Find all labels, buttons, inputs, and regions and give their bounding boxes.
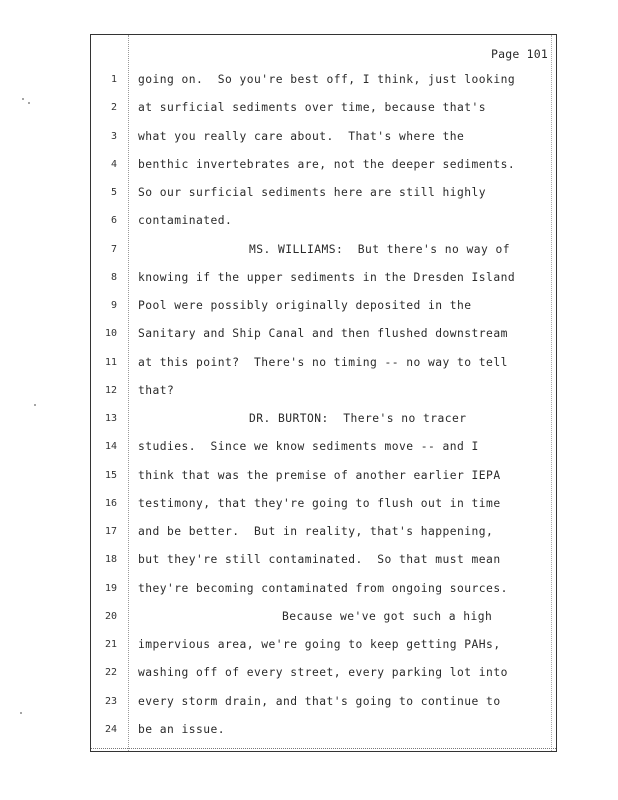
transcript-line bbox=[91, 156, 556, 176]
transcript-line bbox=[91, 71, 556, 91]
transcript-line bbox=[91, 523, 556, 543]
line-number: 12 bbox=[104, 384, 117, 396]
line-number: 10 bbox=[104, 328, 117, 340]
page-number: Page 101 bbox=[491, 47, 548, 61]
line-text: think that was the premise of another earlier IEPA bbox=[138, 468, 501, 482]
line-text: that? bbox=[138, 383, 175, 397]
line-text: every storm drain, and that's going to continue to bbox=[138, 694, 501, 708]
transcript-line bbox=[91, 551, 556, 571]
line-number: 21 bbox=[104, 639, 117, 650]
line-number: 19 bbox=[104, 582, 117, 594]
line-text: knowing if the upper sediments in the Dresden Island bbox=[138, 270, 516, 284]
line-number: 23 bbox=[104, 695, 117, 707]
transcript-line bbox=[91, 636, 556, 656]
line-text: what you really care about. That's where the bbox=[138, 129, 465, 143]
transcript-line bbox=[91, 495, 556, 515]
line-number: 8 bbox=[110, 271, 117, 283]
transcript-line bbox=[91, 269, 556, 289]
transcript-line bbox=[91, 580, 556, 600]
line-text: going on. So you're best off, I think, just looking bbox=[138, 73, 516, 86]
scan-speck bbox=[34, 404, 36, 406]
line-text: benthic invertebrates are, not the deeper sediments. bbox=[138, 157, 516, 171]
transcript-line bbox=[91, 608, 556, 628]
line-text: testimony, that they're going to flush out in time bbox=[138, 496, 501, 510]
line-number: 22 bbox=[104, 667, 117, 679]
line-number: 16 bbox=[104, 497, 117, 509]
transcript-line bbox=[91, 184, 556, 204]
transcript-line bbox=[91, 410, 556, 430]
line-number: 5 bbox=[110, 187, 117, 198]
line-number: 20 bbox=[104, 610, 117, 622]
scan-speck bbox=[20, 712, 22, 714]
line-number: 13 bbox=[104, 413, 117, 424]
line-text: washing off of every street, every parking lot into bbox=[138, 666, 508, 680]
transcript-line bbox=[91, 664, 556, 684]
line-text: at surficial sediments over time, because that's bbox=[138, 101, 487, 115]
transcript-line bbox=[91, 354, 556, 374]
line-number: 24 bbox=[104, 723, 117, 735]
transcript-line bbox=[91, 99, 556, 119]
line-text: impervious area, we're going to keep getting PAHs, bbox=[138, 638, 501, 651]
line-text: and be better. But in reality, that's happening, bbox=[138, 525, 494, 538]
transcript-line bbox=[91, 438, 556, 458]
transcript-line bbox=[91, 693, 556, 713]
line-text: So our surficial sediments here are still highly bbox=[138, 186, 487, 199]
line-number: 14 bbox=[104, 441, 117, 453]
line-number: 18 bbox=[104, 554, 117, 566]
line-number: 1 bbox=[110, 74, 117, 85]
transcript-line bbox=[91, 241, 556, 261]
line-number: 15 bbox=[104, 469, 117, 481]
scan-speck bbox=[28, 102, 30, 104]
line-text: at this point? There's no timing -- no way to tell bbox=[138, 355, 508, 369]
transcript-line bbox=[91, 721, 556, 741]
transcript-line bbox=[91, 382, 556, 402]
transcript-line bbox=[91, 212, 556, 232]
transcript-page bbox=[90, 34, 557, 752]
line-number: 2 bbox=[110, 102, 117, 114]
line-number: 9 bbox=[110, 300, 117, 311]
line-text: MS. WILLIAMS: But there's no way of bbox=[249, 242, 511, 256]
line-number: 4 bbox=[110, 158, 117, 170]
line-number: 3 bbox=[110, 130, 117, 142]
line-text: DR. BURTON: There's no tracer bbox=[249, 412, 467, 425]
scan-speck bbox=[22, 98, 24, 100]
line-number: 6 bbox=[110, 215, 117, 227]
line-text: they're becoming contaminated from ongoing sources. bbox=[138, 581, 508, 595]
line-text: Because we've got such a high bbox=[282, 609, 493, 623]
line-text: studies. Since we know sediments move -- and I bbox=[138, 440, 479, 454]
line-number: 17 bbox=[104, 526, 117, 537]
line-text: be an issue. bbox=[138, 722, 226, 736]
transcript-line bbox=[91, 297, 556, 317]
transcript-line bbox=[91, 128, 556, 148]
line-number: 7 bbox=[110, 243, 117, 255]
transcript-line bbox=[91, 325, 556, 345]
transcript-line bbox=[91, 467, 556, 487]
line-number: 11 bbox=[104, 356, 117, 368]
line-text: Sanitary and Ship Canal and then flushed downstream bbox=[138, 327, 508, 341]
line-text: but they're still contaminated. So that must mean bbox=[138, 553, 501, 567]
line-text: contaminated. bbox=[138, 214, 233, 228]
line-text: Pool were possibly originally deposited in the bbox=[138, 299, 472, 312]
